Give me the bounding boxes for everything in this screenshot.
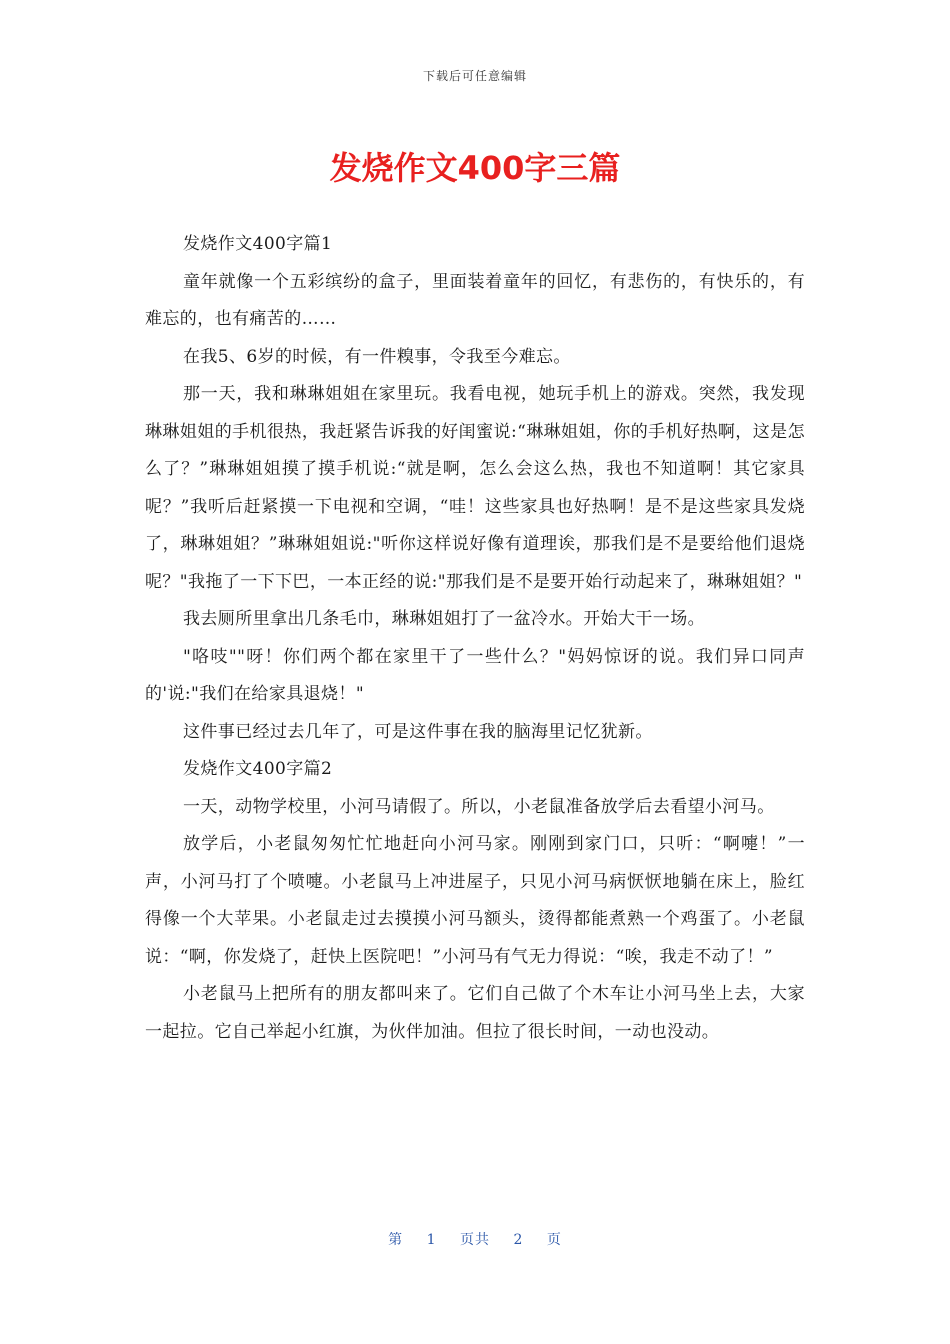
paragraph: 那一天，我和琳琳姐姐在家里玩。我看电视，她玩手机上的游戏。突然，我发现琳琳姐姐的手机很热，我赶紧告诉我的好闺蜜说:“琳琳姐姐，你的手机好热啊，这是怎么了？”琳琳姐姐摸了摸手机说:“就是啊，怎么会这么热，我也不知道啊！其它家具呢？”我听后赶紧摸一下电视和空调，“哇！这些家具也好热啊！是不是这些家具发烧了，琳琳姐姐？”琳琳姐姐说:"听你这样说好像有道理诶，那我们是不是要给他们退烧呢？"我拖了一下下巴，一本正经的说:"那我们是不是要开始行动起来了，琳琳姐姐？" — [145, 384, 805, 592]
header-note: 下载后可任意编辑 — [422, 69, 527, 83]
paragraph: 放学后，小老鼠匆匆忙忙地赶向小河马家。刚刚到家门口，只听：“啊嚏！”一声，小河马打了个喷嚏。小老鼠马上冲进屋子，只见小河马病恹恹地躺在床上，脸红得像一个大苹果。小老鼠走过去摸摸小河马额头，烫得都能煮熟一个鸡蛋了。小老鼠说：“啊，你发烧了，赶快上医院吧！”小河马有气无力得说：“唉，我走不动了！” — [145, 834, 805, 967]
section-heading: 发烧作文400字篇1 — [183, 234, 333, 254]
page-label-prefix: 第 — [388, 1232, 404, 1248]
current-page-number: 1 — [426, 1232, 437, 1248]
document-body — [145, 226, 805, 1051]
page-footer — [0, 1229, 950, 1249]
document-title: 发烧作文400字三篇 — [329, 149, 621, 187]
paragraph: 一天，动物学校里，小河马请假了。所以，小老鼠准备放学后去看望小河马。 — [183, 796, 775, 817]
paragraph: 我去厕所里拿出几条毛巾，琳琳姐姐打了一盆冷水。开始大干一场。 — [183, 609, 705, 629]
paragraph: 小老鼠马上把所有的朋友都叫来了。它们自己做了个木车让小河马坐上去，大家一起拉。它自己举起小红旗，为伙伴加油。但拉了很长时间，一动也没动。 — [145, 984, 805, 1042]
paragraph: "咯吱""呀！你们两个都在家里干了一些什么？"妈妈惊讶的说。我们异口同声的'说:"我们在给家具退烧！" — [145, 646, 805, 704]
paragraph: 在我5、6岁的时候，有一件糗事，令我至今难忘。 — [183, 346, 571, 367]
page-label-mid: 页共 — [460, 1232, 490, 1248]
total-pages-number: 2 — [513, 1232, 524, 1248]
page-label-suffix: 页 — [546, 1232, 562, 1248]
section-heading: 发烧作文400字篇2 — [183, 759, 333, 779]
paragraph: 这件事已经过去几年了，可是这件事在我的脑海里记忆犹新。 — [183, 721, 653, 742]
paragraph: 童年就像一个五彩缤纷的盒子，里面装着童年的回忆，有悲伤的，有快乐的，有难忘的，也有痛苦的…… — [145, 271, 805, 329]
